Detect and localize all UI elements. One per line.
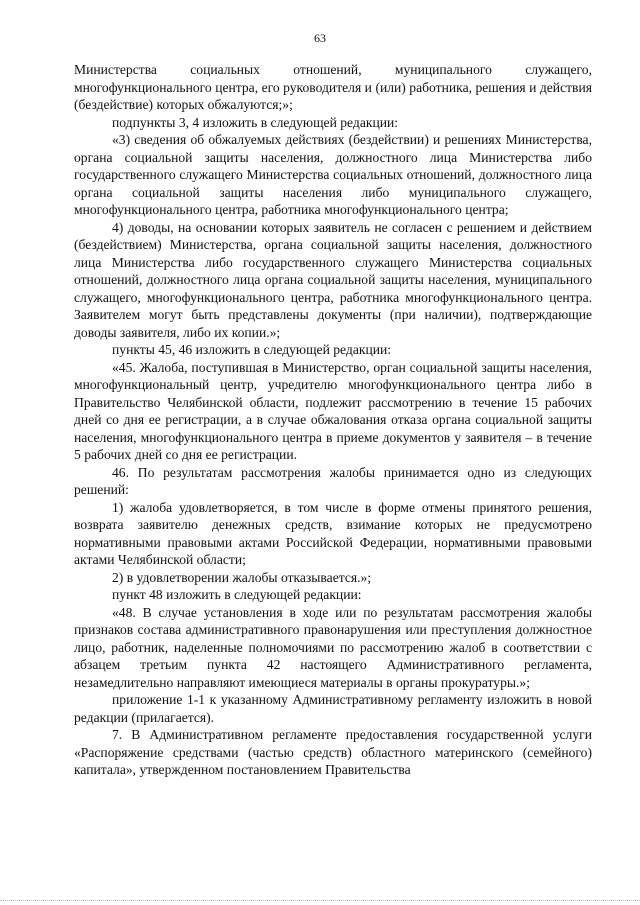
- paragraph: «3) сведения об обжалуемых действиях (бездействии) и решениях Министерства, органа социальной защиты населения, должностного лица Министерства либо государственного служащего Министерства социальных отношений, должностного лица органа социальной защиты населения либо муниципального служащего, многофункционального центра, работника многофункционального центра;: [74, 132, 592, 217]
- paragraph: подпункты 3, 4 изложить в следующей редакции:: [112, 114, 399, 130]
- paragraph: «48. В случае установления в ходе или по результатам рассмотрения жалобы признаков состава административного правонарушения или преступления должностное лицо, работник, наделенные полномочиями по рассмотрению жалоб в соответствии с абзацем третьим пункта 42 настоящего Административного регламента, незамедлительно направляют имеющиеся материалы в органы прокуратуры.»;: [74, 604, 592, 690]
- paragraph: 4) доводы, на основании которых заявитель не согласен с решением и действием (бездействием) Министерства, органа социальной защиты населения, должностного лица Министерства либо государственного служащего Министерства социальных отношений, должностного лица органа социальной защиты населения, муниципального служащего, многофункционального центра, работника многофункционального центра. Заявителем могут быть представлены документы (при наличии), подтверждающие доводы заявителя, либо их копии.»;: [74, 219, 592, 340]
- paragraph: «45. Жалоба, поступившая в Министерство, орган социальной защиты населения, многофункциональный центр, учредителю многофункционального центра либо в Правительство Челябинской области, подлежит рассмотрению в течение 15 рабочих дней со дня ее регистрации, а в случае обжалования отказа органа социальной защиты населения, многофункционального центра в приеме документов у заявителя – в течение 5 рабочих дней со дня ее регистрации.: [74, 359, 592, 462]
- paragraph: 46. По результатам рассмотрения жалобы принимается одно из следующих решений:: [74, 464, 592, 497]
- paragraph: 2) в удовлетворении жалобы отказывается.»;: [112, 569, 372, 585]
- page-bottom-edge: [0, 900, 640, 902]
- paragraph: пункты 45, 46 изложить в следующей редакции:: [112, 342, 392, 357]
- paragraph: 1) жалоба удовлетворяется, в том числе в форме отмены принятого решения, возврата заявителю денежных средств, взимание которых не предусмотрено нормативными правовыми актами Российской Федерации, нормативными правовыми актами Челябинской области;: [74, 499, 592, 567]
- document-body: [74, 61, 592, 779]
- paragraph: пункт 48 изложить в следующей редакции:: [112, 587, 362, 602]
- paragraph: Министерства социальных отношений, муниципального служащего, многофункционального центра, его руководителя и (или) работника, решения и действия (бездействие) которых обжалуются;»;: [74, 62, 592, 112]
- paragraph: приложение 1-1 к указанному Административному регламенту изложить в новой редакции (прилагается).: [74, 692, 592, 725]
- page-number: 63: [314, 31, 326, 45]
- paragraph: 7. В Административном регламенте предоставления государственной услуги «Распоряжение средствами (частью средств) областного материнского (семейного) капитала», утвержденном постановлением Правительства: [74, 727, 592, 777]
